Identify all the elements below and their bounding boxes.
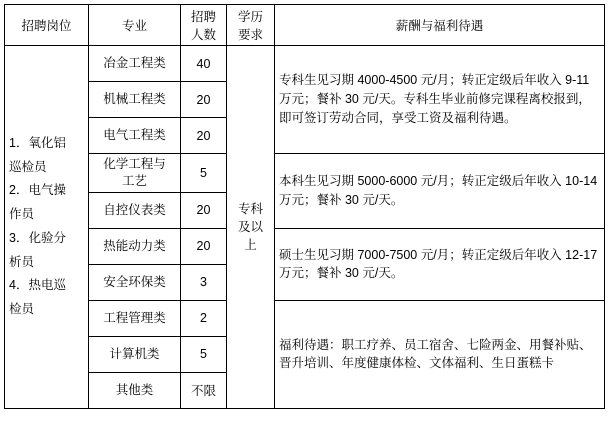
major-cell: 安全环保类 (89, 264, 181, 300)
post-line: 析员 (9, 254, 35, 269)
post-line: 1．氧化铝 (9, 135, 66, 150)
header-pay: 薪酬与福利待遇 (275, 5, 605, 46)
major-cell: 机械工程类 (89, 82, 181, 118)
post-line: 巡检员 (9, 159, 47, 174)
pay-block-bachelor: 本科生见习期 5000-6000 元/月；转正定级后年收入 10-14 万元；餐补 30 元/天。 (275, 154, 605, 229)
number-cell: 3 (181, 264, 227, 300)
header-post: 招聘岗位 (5, 5, 89, 46)
major-cell: 其他类 (89, 372, 181, 408)
recruitment-table (4, 4, 605, 409)
pay-block-master: 硕士生见习期 7000-7500 元/月；转正定级后年收入 12-17 万元；餐补 30 元/天。 (275, 228, 605, 300)
header-education-line1: 学历 (237, 10, 263, 24)
major-cell: 自控仪表类 (89, 192, 181, 228)
number-cell: 20 (181, 118, 227, 154)
table-row (5, 46, 605, 82)
number-cell: 40 (181, 46, 227, 82)
major-cell: 冶金工程类 (89, 46, 181, 82)
header-major: 专业 (89, 5, 181, 46)
header-number-line2: 人数 (190, 28, 216, 42)
pay-block-benefits: 福利待遇：职工疗养、员工宿舍、七险两金、用餐补贴、晋升培训、年度健康体检、文体福利、生日蛋糕卡 (275, 300, 605, 408)
post-line: 3．化验分 (9, 230, 66, 245)
major-cell: 计算机类 (89, 336, 181, 372)
number-cell: 20 (181, 82, 227, 118)
number-cell: 20 (181, 192, 227, 228)
header-education-line2: 要求 (237, 28, 263, 42)
table-row (5, 300, 605, 336)
major-cell: 热能动力类 (89, 228, 181, 264)
post-list-cell (5, 46, 89, 409)
post-line: 作员 (9, 207, 35, 222)
education-line2: 及以 (237, 219, 263, 234)
header-education (227, 5, 275, 46)
table-header-row (5, 5, 605, 46)
table-row (5, 228, 605, 264)
post-line: 4．热电巡 (9, 278, 66, 293)
post-line: 检员 (9, 302, 35, 317)
education-line1: 专科 (237, 201, 263, 216)
number-cell: 不限 (181, 372, 227, 408)
education-line3: 上 (244, 237, 257, 252)
post-line: 2．电气操 (9, 183, 66, 198)
number-cell: 5 (181, 336, 227, 372)
number-cell: 20 (181, 228, 227, 264)
header-number-line1: 招聘 (190, 10, 216, 24)
education-cell (227, 46, 275, 409)
table-row (5, 154, 605, 193)
number-cell: 5 (181, 154, 227, 193)
pay-block-college: 专科生见习期 4000-4500 元/月；转正定级后年收入 9-11 万元；餐补 30 元/天。专科生毕业前修完课程离校报到，即可签订劳动合同，享受工资及福利待遇。 (275, 46, 605, 154)
major-line1: 化学工程与 (103, 157, 166, 171)
major-cell (89, 154, 181, 193)
major-cell: 工程管理类 (89, 300, 181, 336)
major-cell: 电气工程类 (89, 118, 181, 154)
major-line2: 工艺 (121, 173, 147, 188)
header-number (181, 5, 227, 46)
number-cell: 2 (181, 300, 227, 336)
